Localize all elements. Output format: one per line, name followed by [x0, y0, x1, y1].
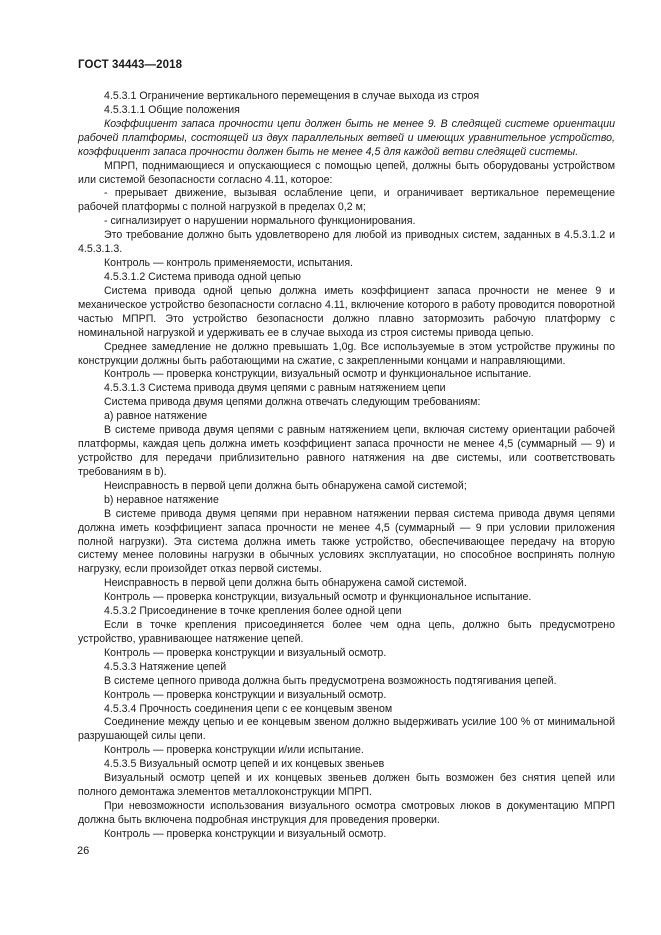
paragraph: Соединение между цепью и ее концевым звеном должно выдерживать усилие 100 % от минимальной разрушающей силы цепи.: [78, 716, 615, 743]
paragraph: Это требование должно быть удовлетворено для любой из приводных систем, заданных в 4.5.3.1.2 и 4.5.3.1.3.: [78, 229, 615, 256]
paragraph: Неисправность в первой цепи должна быть обнаружена самой системой.: [104, 577, 467, 590]
document-body: [78, 90, 615, 842]
paragraph: 4.5.3.3 Натяжение цепей: [104, 660, 227, 673]
paragraph: В системе привода двумя цепями при неравном натяжении первая система привода двумя цепями должна иметь коэффициент запаса прочности не менее 4,5 (суммарный — 9 при условии приложения полной нагрузки). Эта система должна иметь также устройство, обеспечивающее передачу на вторую систему менее половины нагрузки в обычных условиях эксплуатации, но способное воспринять полную нагрузку, если произойдет отказ первой системы.: [78, 507, 615, 576]
paragraph: При невозможности использования визуального осмотра смотровых люков в документацию МПРП должна быть включена подробная инструкция для проведения проверки.: [78, 800, 615, 826]
paragraph: Неисправность в первой цепи должна быть обнаружена самой системой;: [104, 479, 467, 492]
paragraph: - сигнализирует о нарушении нормального функционирования.: [104, 215, 416, 228]
paragraph: 4.5.3.1.3 Система привода двумя цепями с равным натяжением цепи: [104, 382, 446, 395]
paragraph: b) неравное натяжение: [104, 493, 219, 506]
paragraph: В системе привода двумя цепями с равным натяжением цепи, включая систему ориентации рабочей платформы, каждая цепь должна иметь коэффициент запаса прочности не менее 4,5 (суммарный — 9) и устройство для передачи приблизительно равного натяжения на две системы, или соответствовать требованиям в b).: [78, 424, 615, 478]
paragraph: 4.5.3.5 Визуальный осмотр цепей и их концевых звеньев: [104, 758, 385, 771]
paragraph: Среднее замедление не должно превышать 1,0g. Все используемые в этом устройстве пружины по конструкции должны быть работающими на сжатие, с закрепленными концами и направляющими.: [78, 340, 615, 367]
page-number: 26: [77, 845, 90, 857]
paragraph: 4.5.3.1 Ограничение вертикального перемещения в случае выхода из строя: [104, 90, 480, 102]
paragraph: 4.5.3.1.2 Система привода одной цепью: [104, 270, 301, 283]
paragraph: МПРП, поднимающиеся и опускающиеся с помощью цепей, должны быть оборудованы устройством или системой безопасности согласно 4.11, которое:: [78, 159, 615, 186]
paragraph: Контроль — проверка конструкции и визуальный осмотр.: [104, 646, 387, 659]
paragraph: Контроль — контроль применяемости, испытания.: [104, 257, 354, 270]
paragraph: а) равное натяжение: [104, 410, 208, 423]
paragraph: Контроль — проверка конструкции и визуальный осмотр.: [104, 688, 387, 701]
document-header: ГОСТ 34443—2018: [78, 59, 183, 71]
paragraph: - прерывает движение, вызывая ослабление цепи, и ограничивает вертикальное перемещение рабочей платформы с полной нагрузкой в пределах 0,2 м;: [78, 187, 615, 214]
paragraph: Система привода одной цепью должна иметь коэффициент запаса прочности не менее 9 и механическое устройство безопасности согласно 4.11, включение которого в работу проводится поворотной частью МПРП. Это устройство безопасности должно плавно затормозить рабочую платформу с номинальной нагрузкой и удерживать ее в случае выхода из строя системы привода цепью.: [78, 284, 615, 339]
paragraph: Контроль — проверка конструкции и/или испытание.: [104, 744, 364, 757]
paragraph: Контроль — проверка конструкции, визуальный осмотр и функциональное испытание.: [104, 368, 532, 381]
paragraph: 4.5.3.2 Присоединение в точке крепления более одной цепи: [104, 605, 402, 618]
paragraph: Система привода двумя цепями должна отвечать следующим требованиям:: [104, 396, 481, 409]
paragraph: Контроль — проверка конструкции и визуальный осмотр.: [104, 827, 387, 840]
paragraph: Контроль — проверка конструкции, визуальный осмотр и функциональное испытание.: [104, 591, 532, 604]
paragraph: Если в точке крепления присоединяется более чем одна цепь, должно быть предусмотрено устройство, уравнивающее натяжение цепей.: [78, 619, 615, 645]
paragraph: Коэффициент запаса прочности цепи должен быть не менее 9. В следящей системе ориентации рабочей платформы, состоящей из двух параллельных ветвей и имеющих уравнительное устройство, коэффициент запаса прочности должен быть не менее 4,5 для каждой ветви следящей системы.: [78, 117, 615, 158]
paragraph: В системе цепного привода должна быть предусмотрена возможность подтягивания цепей.: [104, 674, 557, 687]
paragraph: Визуальный осмотр цепей и их концевых звеньев должен быть возможен без снятия цепей или полного демонтажа элементов металлоконструкции МПРП.: [78, 772, 615, 799]
paragraph: 4.5.3.4 Прочность соединения цепи с ее концевым звеном: [104, 702, 393, 715]
paragraph: 4.5.3.1.1 Общие положения: [104, 103, 240, 116]
